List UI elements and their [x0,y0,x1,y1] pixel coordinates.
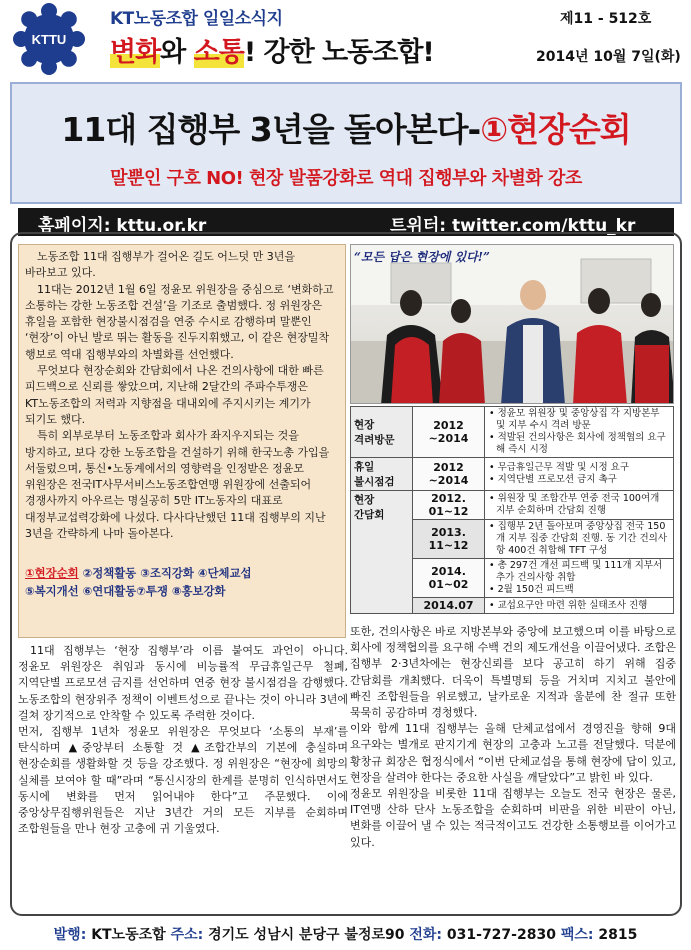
logo-text: KTTU [31,32,67,47]
period-cell: 2013. 11~12 [413,520,485,559]
category-cell: 현장 격려방문 [351,407,413,458]
footer-value: 경기도 성남시 분당구 불정로90 [208,927,410,943]
series-item: ②정책활동 ③조직강화 ④단체교섭 [78,566,252,581]
footer-value: 031-727-2830 [446,927,561,943]
intro-paragraph: 무엇보다 현장순회와 간담회에서 나온 건의사항에 대한 빠른 피드백으로 신뢰를 쌓았으며, 지난해 2달간의 주파수투쟁은 KT노동조합의 저력과 지향점을 대내외에 주지시키는 계기가 되기도 했다. [25,364,324,426]
body-paragraph: 정윤모 위원장을 비롯한 11대 집행부는 오늘도 전국 현장은 물론, IT연맹 산하 단사 노동조합을 순회하며 비판을 위한 비판이 아닌, 변화를 이끌어 낼 수 있는 적극적이고도 건강한 소통행보를 이어가고 있다. [350,787,676,849]
table-row [351,458,674,491]
publication-name: KT노동조합 일일소식지 [110,9,283,29]
field-visit-photo [350,244,674,404]
description-cell [485,559,674,598]
kttu-logo [12,2,86,76]
photo-caption: “모든 답은 현장에 있다!” [354,250,490,264]
description-item: • 2월 150건 피드백 [489,584,574,595]
body-paragraph: 또한, 건의사항은 바로 지방본부와 중앙에 보고했으며 이를 바탕으로 회사에 정책협의를 요구해 수백 건의 제도개선을 이끌어냈다. 조합은 집행부 2·3년차에는 현장신뢰를 보다 공고히 하기 위해 집중 간담회를 개최했다. 더욱이 특별명퇴 등을 거치며 지치고 불안에 빠진 조합원들을 위로했고, 날카로운 지적과 울분에 찬 절규 또한 묵묵히 공감하며 경청했다. [350,625,676,720]
intro-box [18,244,346,638]
period-cell: 2012 ~2014 [413,458,485,491]
body-paragraph: 먼저, 집행부 1년차 정윤모 위원장은 무엇보다 ‘소통의 부재’를 탄식하며 ▲중앙부터 소통할 것 ▲조합간부의 기본에 충실하며 현장순회를 생활화할 것 등을 강조했다. 정 위원장은 “현장에 희망의 실체를 보여야 할 때”라며 “통신시장의 한계를 분명히 인식하면서도 동시에 변화를 먼저 읽어내야 한다”고 주문했다. 이에 중앙상무집행위원들은 지난 3년간 거의 모든 지부를 순회하며 조합원들을 만나 현장 고충에 귀 기울였다. [18,725,348,836]
photo-illustration [351,245,674,404]
category-cell: 휴일 불시점검 [351,458,413,491]
slogan-and: 와 [160,37,194,68]
intro-paragraph: 11대는 2012년 1월 6일 정윤모 위원장을 중심으로 ‘변화하고 소통하는 강한 노동조합 건설’을 기조로 출범했다. 정 위원장은 휴일을 포함한 현장불시점검을 연중 수시로 감행하며 말뿐인 ‘현장’이 아닌 발로 뛰는 활동을 진두지휘했고, 이 같은 현장밀착 행보로 역대 집행부와의 차별화를 선언했다. [25,282,334,361]
period-cell: 2012 ~2014 [413,407,485,458]
description-item: • 집행부 2년 돌아보며 중앙상집 전국 150개 지부 집중 간담회 진행. 동 기간 건의사항 400건 취합해 TFT 구성 [489,521,667,556]
right-column-text [350,624,676,851]
description-cell [485,520,674,559]
page-subtitle: 말뿐인 구호 NO! 현장 발품강화로 역대 집행부와 차별화 강조 [110,168,582,189]
slogan [110,30,434,69]
intro-paragraph: 노동조합 11대 집행부가 걸어온 길도 어느덧 만 3년을 바라보고 있다. [25,250,295,280]
series-item: ⑤복지개선 ⑥연대활동⑦투쟁 ⑧홍보강화 [25,584,226,599]
table-row [351,407,674,458]
issue-number: 제11 - 512호 [560,11,652,27]
description-cell [485,491,674,520]
footer-value: 2815 [598,927,638,943]
intro-paragraph: 특히 외부로부터 노동조합과 회사가 좌지우지되는 것을 방지하고, 보다 강한 노동조합을 건설하기 위해 한국노총 가입을 서둘렀으며, 통신•노동계에서의 영향력을 인정받은 정윤모 위원장은 전국IT사무서비스노동조합연맹 위원장에 선출되어 경쟁사까지 아우르는 명실공히 5만 IT노동자의 대표로 대정부교섭력강화에 나섰다. 다사다난했던 11대 집행부의 지난 3년을 간략하게 나마 돌아본다. [25,429,330,541]
page-title [12,104,680,151]
left-column-text [18,643,348,837]
slogan-change: 변화 [110,37,161,68]
period-cell: 2012. 01~12 [413,491,485,520]
body-paragraph: 11대 집행부는 ‘현장 집행부’라 이름 붙여도 과언이 아니다. 정윤모 위원장은 취임과 동시에 비능률적 무급휴일근무 철폐, 지역단별 프로모션 금지를 선언하며 연중 현장 불시점검을 감행했다. 노동조합의 현장위주 정책이 이벤트성으로 끝나는 것이 아니라 3년에 걸쳐 장기적으로 안착할 수 있도록 주력한 것이다. [18,644,348,722]
period-cell: 2014.07 [413,598,485,614]
table-row [351,491,674,520]
description-item: • 적발된 건의사항은 회사에 정책협의 요구해 즉시 시정 [489,432,666,455]
footer-label: 전화: [409,927,447,943]
publisher-footer [0,924,691,944]
schedule-table [350,406,674,614]
description-item: • 지역단별 프로모션 금지 촉구 [489,474,617,485]
homepage-link[interactable]: 홈페이지: kttu.or.kr [38,216,207,236]
title-banner [10,82,682,204]
twitter-link[interactable]: 트위터: twitter.com/kttu_kr [390,216,636,236]
title-main: 11대 집행부 3년을 돌아본다- [61,110,481,149]
description-item: • 정윤모 위원장 및 중앙상집 각 지방본부 및 지부 수시 격려 방문 [489,408,660,431]
description-item: • 총 297건 개선 피드백 및 111개 지부서 추가 건의사항 취합 [489,560,663,583]
slogan-rest: ! 강한 노동조합! [243,37,434,68]
issue-date: 2014년 10월 7일(화) [536,49,681,65]
footer-label: 팩스: [560,927,599,943]
category-cell: 현장 간담회 [351,491,413,614]
footer-value: KT노동조합 [91,927,171,943]
series-list [25,564,339,600]
footer-label: 발행: [53,927,92,943]
series-item-current: ①현장순회 [25,566,79,581]
footer-label: 주소: [170,927,209,943]
description-item: • 교섭요구안 마련 위한 실태조사 진행 [489,599,648,611]
body-paragraph: 이와 함께 11대 집행부는 올해 단체교섭에서 경영진을 향해 9대 요구와는 별개로 판지기게 현장의 고충과 노고를 전달했다. 덕분에 황창규 회장은 협정식에서 “이번 단체교섭을 통해 현장에 답이 있고, 현장을 살려야 한다는 중요한 사실을 깨달았다”고 밝힌 바 있다. [350,722,676,784]
description-item: • 무급휴일근무 적발 및 시정 요구 [489,462,630,473]
description-item: • 위원장 및 조합간부 연중 전국 100여개 지부 순회하며 간담회 진행 [489,493,660,516]
title-accent: ①현장순회 [480,110,631,149]
slogan-comm: 소통 [193,37,244,68]
description-cell [485,598,674,614]
description-cell [485,458,674,491]
period-cell: 2014. 01~02 [413,559,485,598]
description-cell [485,407,674,458]
